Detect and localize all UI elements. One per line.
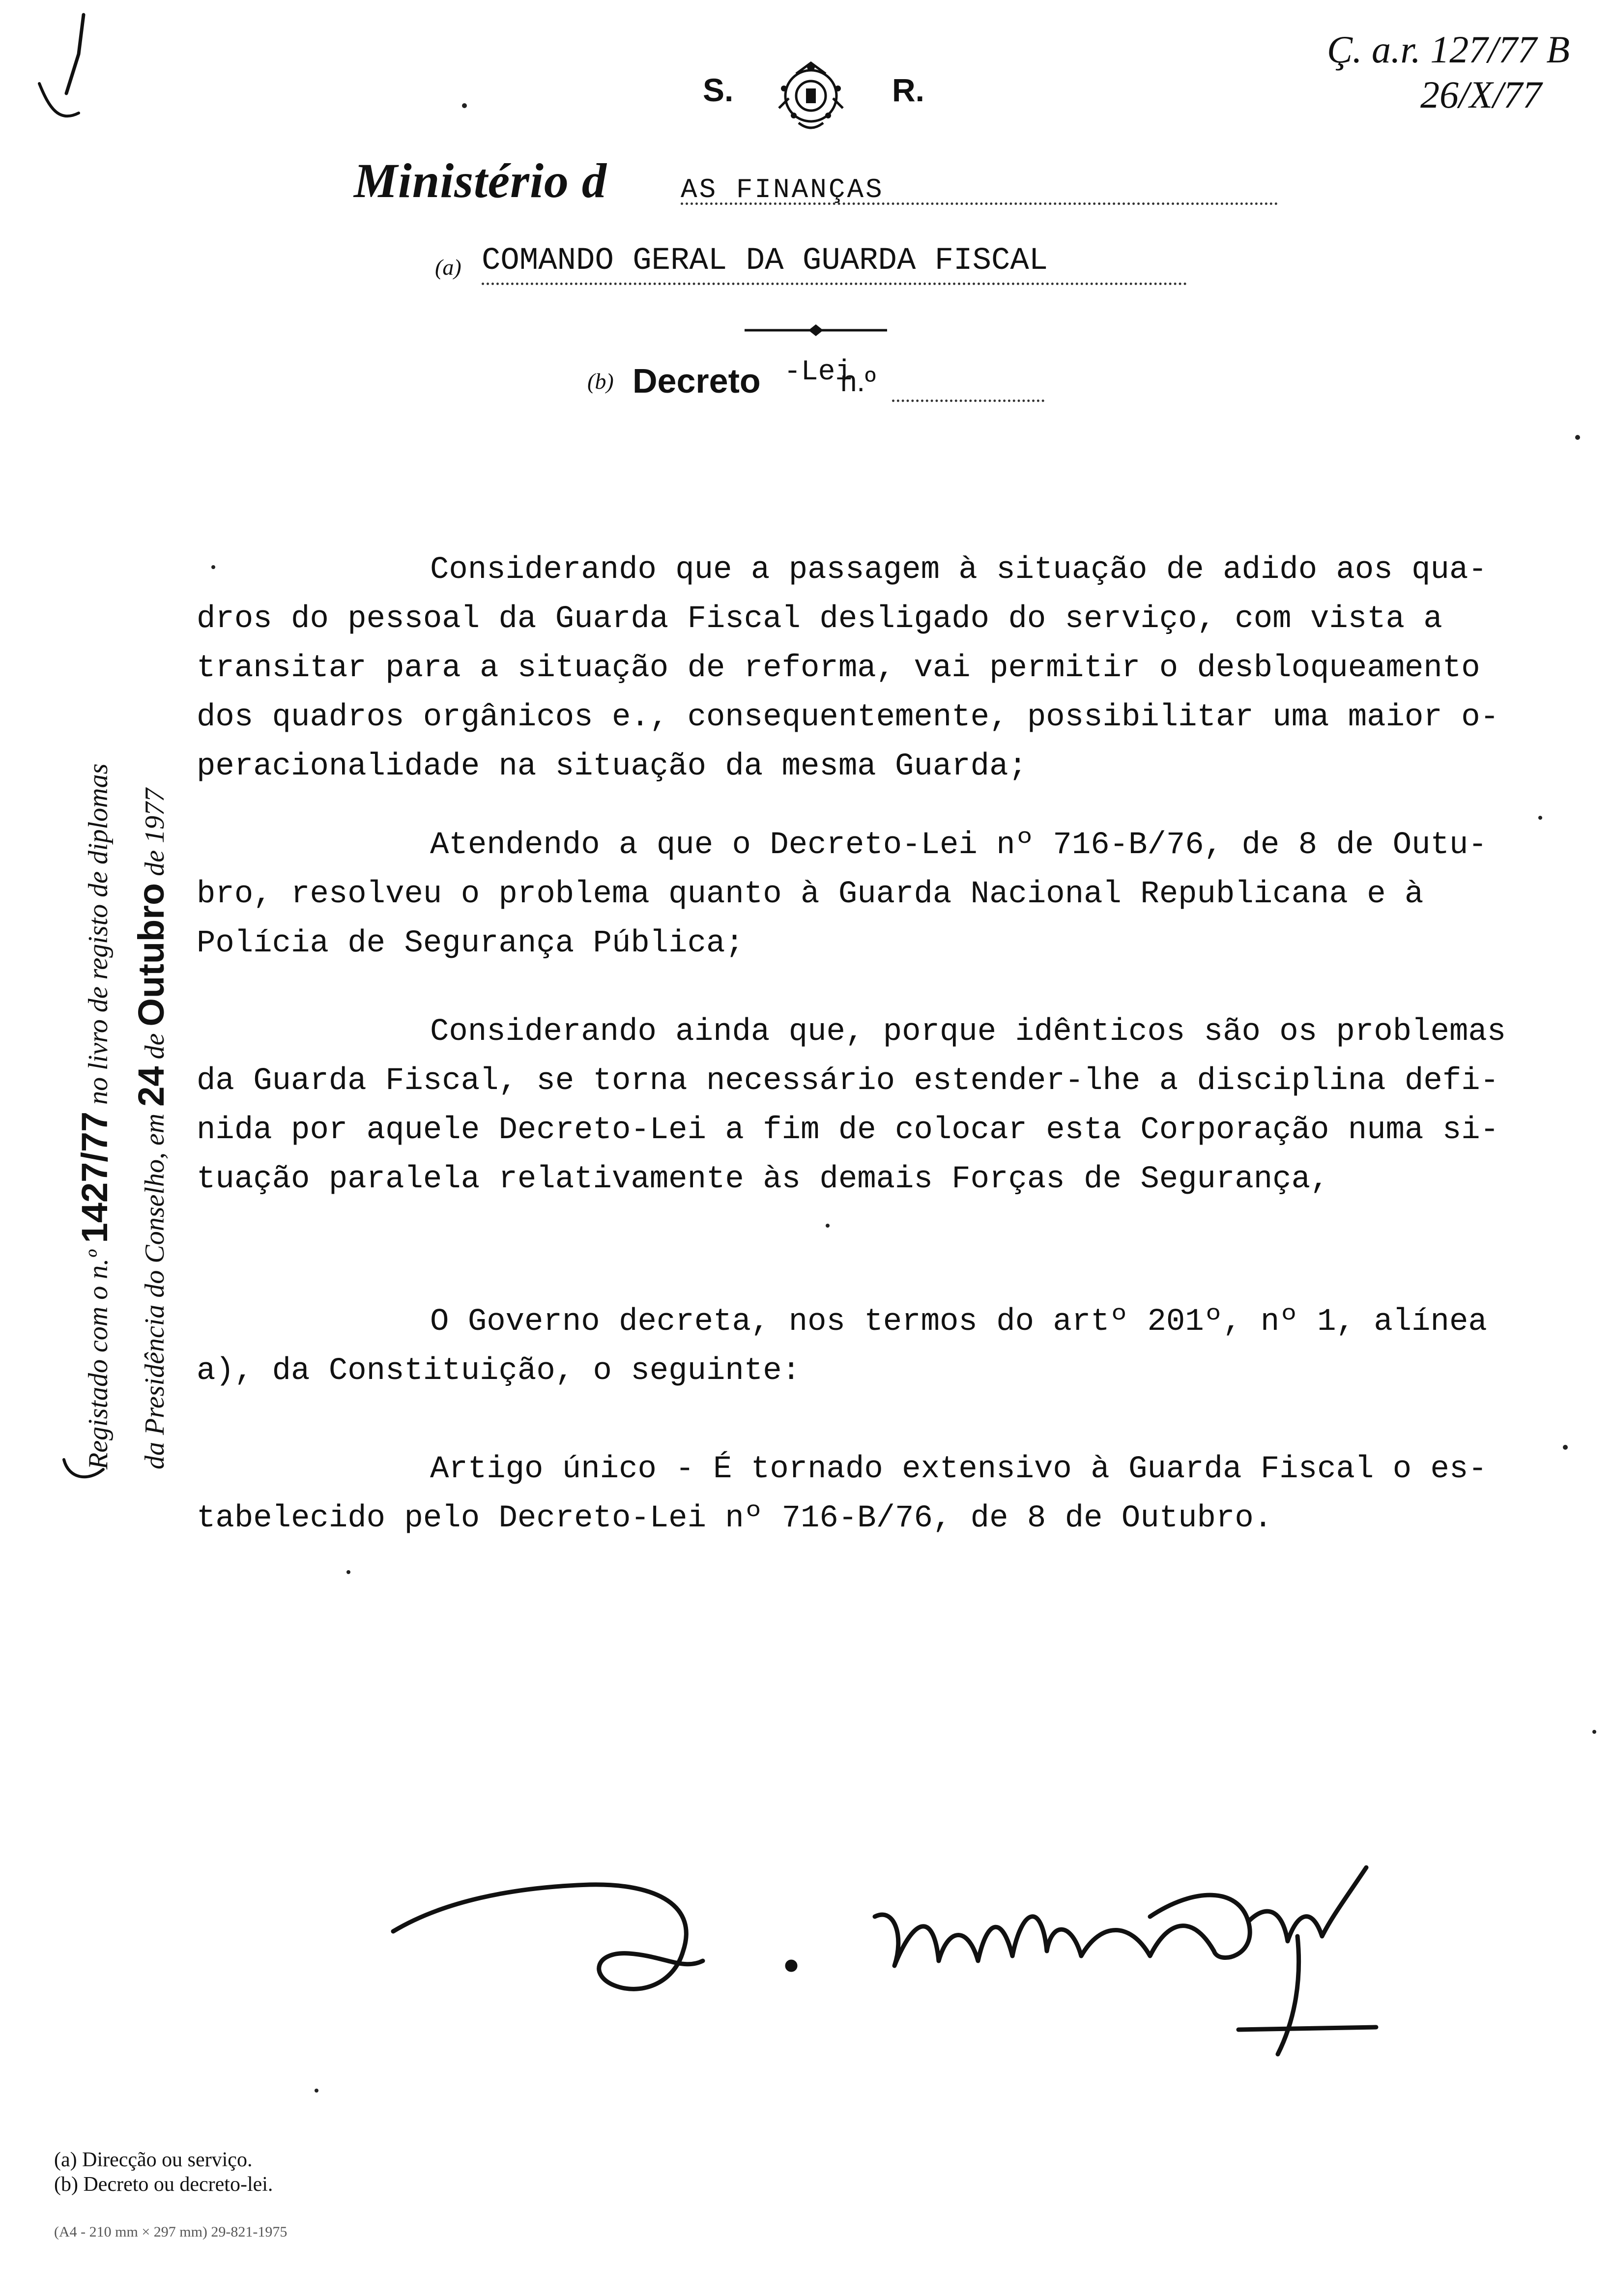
- paragraph-4: [197, 1297, 1543, 1396]
- header-r-letter: R.: [892, 72, 924, 108]
- ministry-label: Ministério d: [354, 153, 607, 208]
- footnote-b: (b) Decreto ou decreto-lei.: [54, 2173, 273, 2196]
- ministry-dotted-line: [681, 202, 1278, 205]
- decree-footnote-mark: (b): [587, 369, 614, 394]
- p4-line: O Governo decreta, nos termos do artº 201º, nº 1, alínea: [430, 1304, 1487, 1340]
- decree-label: Decreto: [633, 362, 761, 400]
- p2-line: Polícia de Segurança Pública;: [197, 926, 744, 961]
- scan-speck: [462, 103, 467, 108]
- p3-line: da Guarda Fiscal, se torna necessário estender-lhe a disciplina defi-: [197, 1063, 1499, 1099]
- decree-dotted-line: [892, 400, 1044, 402]
- p5-line: Artigo único - É tornado extensivo à Guarda Fiscal o es-: [430, 1452, 1487, 1487]
- p1-line: Considerando que a passagem à situação de adido aos qua-: [430, 552, 1487, 588]
- p1-line: dros do pessoal da Guarda Fiscal desligado do serviço, com vista a: [197, 602, 1442, 637]
- decree-number-label: n.º: [840, 365, 876, 398]
- margin-registration-line-2: [130, 788, 172, 1469]
- handwritten-annotation: [1327, 27, 1570, 117]
- annotation-line-1: Ç. a.r. 127/77 B: [1327, 28, 1570, 71]
- p1-line: transitar para a situação de reforma, vai permitir o desbloqueamento: [197, 651, 1480, 686]
- margin-registration-line-1: [74, 764, 115, 1469]
- handwritten-signature: [383, 1838, 1440, 2064]
- margin-reg-day: 24: [131, 1066, 172, 1107]
- margin-reg-month: Outubro: [131, 883, 172, 1027]
- margin-reg-text-2c: de 1977: [140, 788, 170, 876]
- scan-speck: [826, 1224, 830, 1228]
- decree-lei-insert: -Lei: [784, 356, 853, 388]
- annotation-line-2: 26/X/77: [1420, 73, 1542, 116]
- margin-reg-text-1a: Registado com o n.º: [83, 1250, 114, 1469]
- scan-speck: [1563, 1445, 1568, 1450]
- paragraph-1: [197, 545, 1543, 791]
- coat-of-arms-icon: [769, 54, 853, 138]
- scan-mark: [20, 10, 98, 157]
- p3-line: Considerando ainda que, porque idênticos são os problemas: [430, 1014, 1506, 1050]
- p2-line: Atendendo a que o Decreto-Lei nº 716-B/76, de 8 de Outu-: [430, 828, 1487, 863]
- decree-line: [587, 356, 1044, 405]
- p3-line: tuação paralela relativamente às demais Forças de Segurança,: [197, 1162, 1329, 1197]
- margin-reg-text-2a: da Presidência do Conselho, em: [140, 1113, 170, 1469]
- header-s-letter: S.: [703, 72, 734, 108]
- scan-speck: [1575, 435, 1580, 440]
- p1-line: dos quadros orgânicos e., consequentemente, possibilitar uma maior o-: [197, 700, 1499, 735]
- footnote-a: (a) Direcção ou serviço.: [54, 2149, 253, 2171]
- scan-speck: [1538, 816, 1542, 820]
- scan-speck: [315, 2089, 318, 2093]
- margin-bracket-mark: [59, 1455, 108, 1484]
- header-divider: [745, 324, 887, 336]
- p5-line: tabelecido pelo Decreto-Lei nº 716-B/76, de 8 de Outubro.: [197, 1501, 1273, 1536]
- margin-registration: [74, 536, 202, 1469]
- margin-reg-text-1b: no livro de registo de diplomas: [83, 763, 114, 1105]
- paragraph-5-article: [197, 1445, 1543, 1543]
- ministry-line: [354, 152, 1278, 206]
- paragraph-3: [197, 1007, 1543, 1204]
- p4-line: a), da Constituição, o seguinte:: [197, 1353, 801, 1389]
- scan-speck: [1592, 1730, 1596, 1734]
- command-footnote-mark: (a): [435, 255, 461, 280]
- p2-line: bro, resolveu o problema quanto à Guarda Nacional Republicana e à: [197, 877, 1424, 912]
- footnotes: [54, 2148, 273, 2197]
- scan-speck: [346, 1570, 350, 1574]
- print-code: (A4 - 210 mm × 297 mm) 29-821-1975: [54, 2224, 288, 2240]
- margin-reg-text-2b: de: [140, 1033, 170, 1060]
- margin-reg-number: 1427/77: [74, 1111, 115, 1243]
- command-line: [435, 243, 1187, 287]
- p1-line: peracionalidade na situação da mesma Guarda;: [197, 749, 1027, 784]
- ministry-value: AS FINANÇAS: [681, 174, 884, 205]
- command-value: COMANDO GERAL DA GUARDA FISCAL: [482, 243, 1048, 279]
- p3-line: nida por aquele Decreto-Lei a fim de colocar esta Corporação numa si-: [197, 1113, 1499, 1148]
- command-dotted-line: [482, 283, 1187, 285]
- paragraph-2: [197, 821, 1543, 968]
- scan-speck: [211, 565, 215, 569]
